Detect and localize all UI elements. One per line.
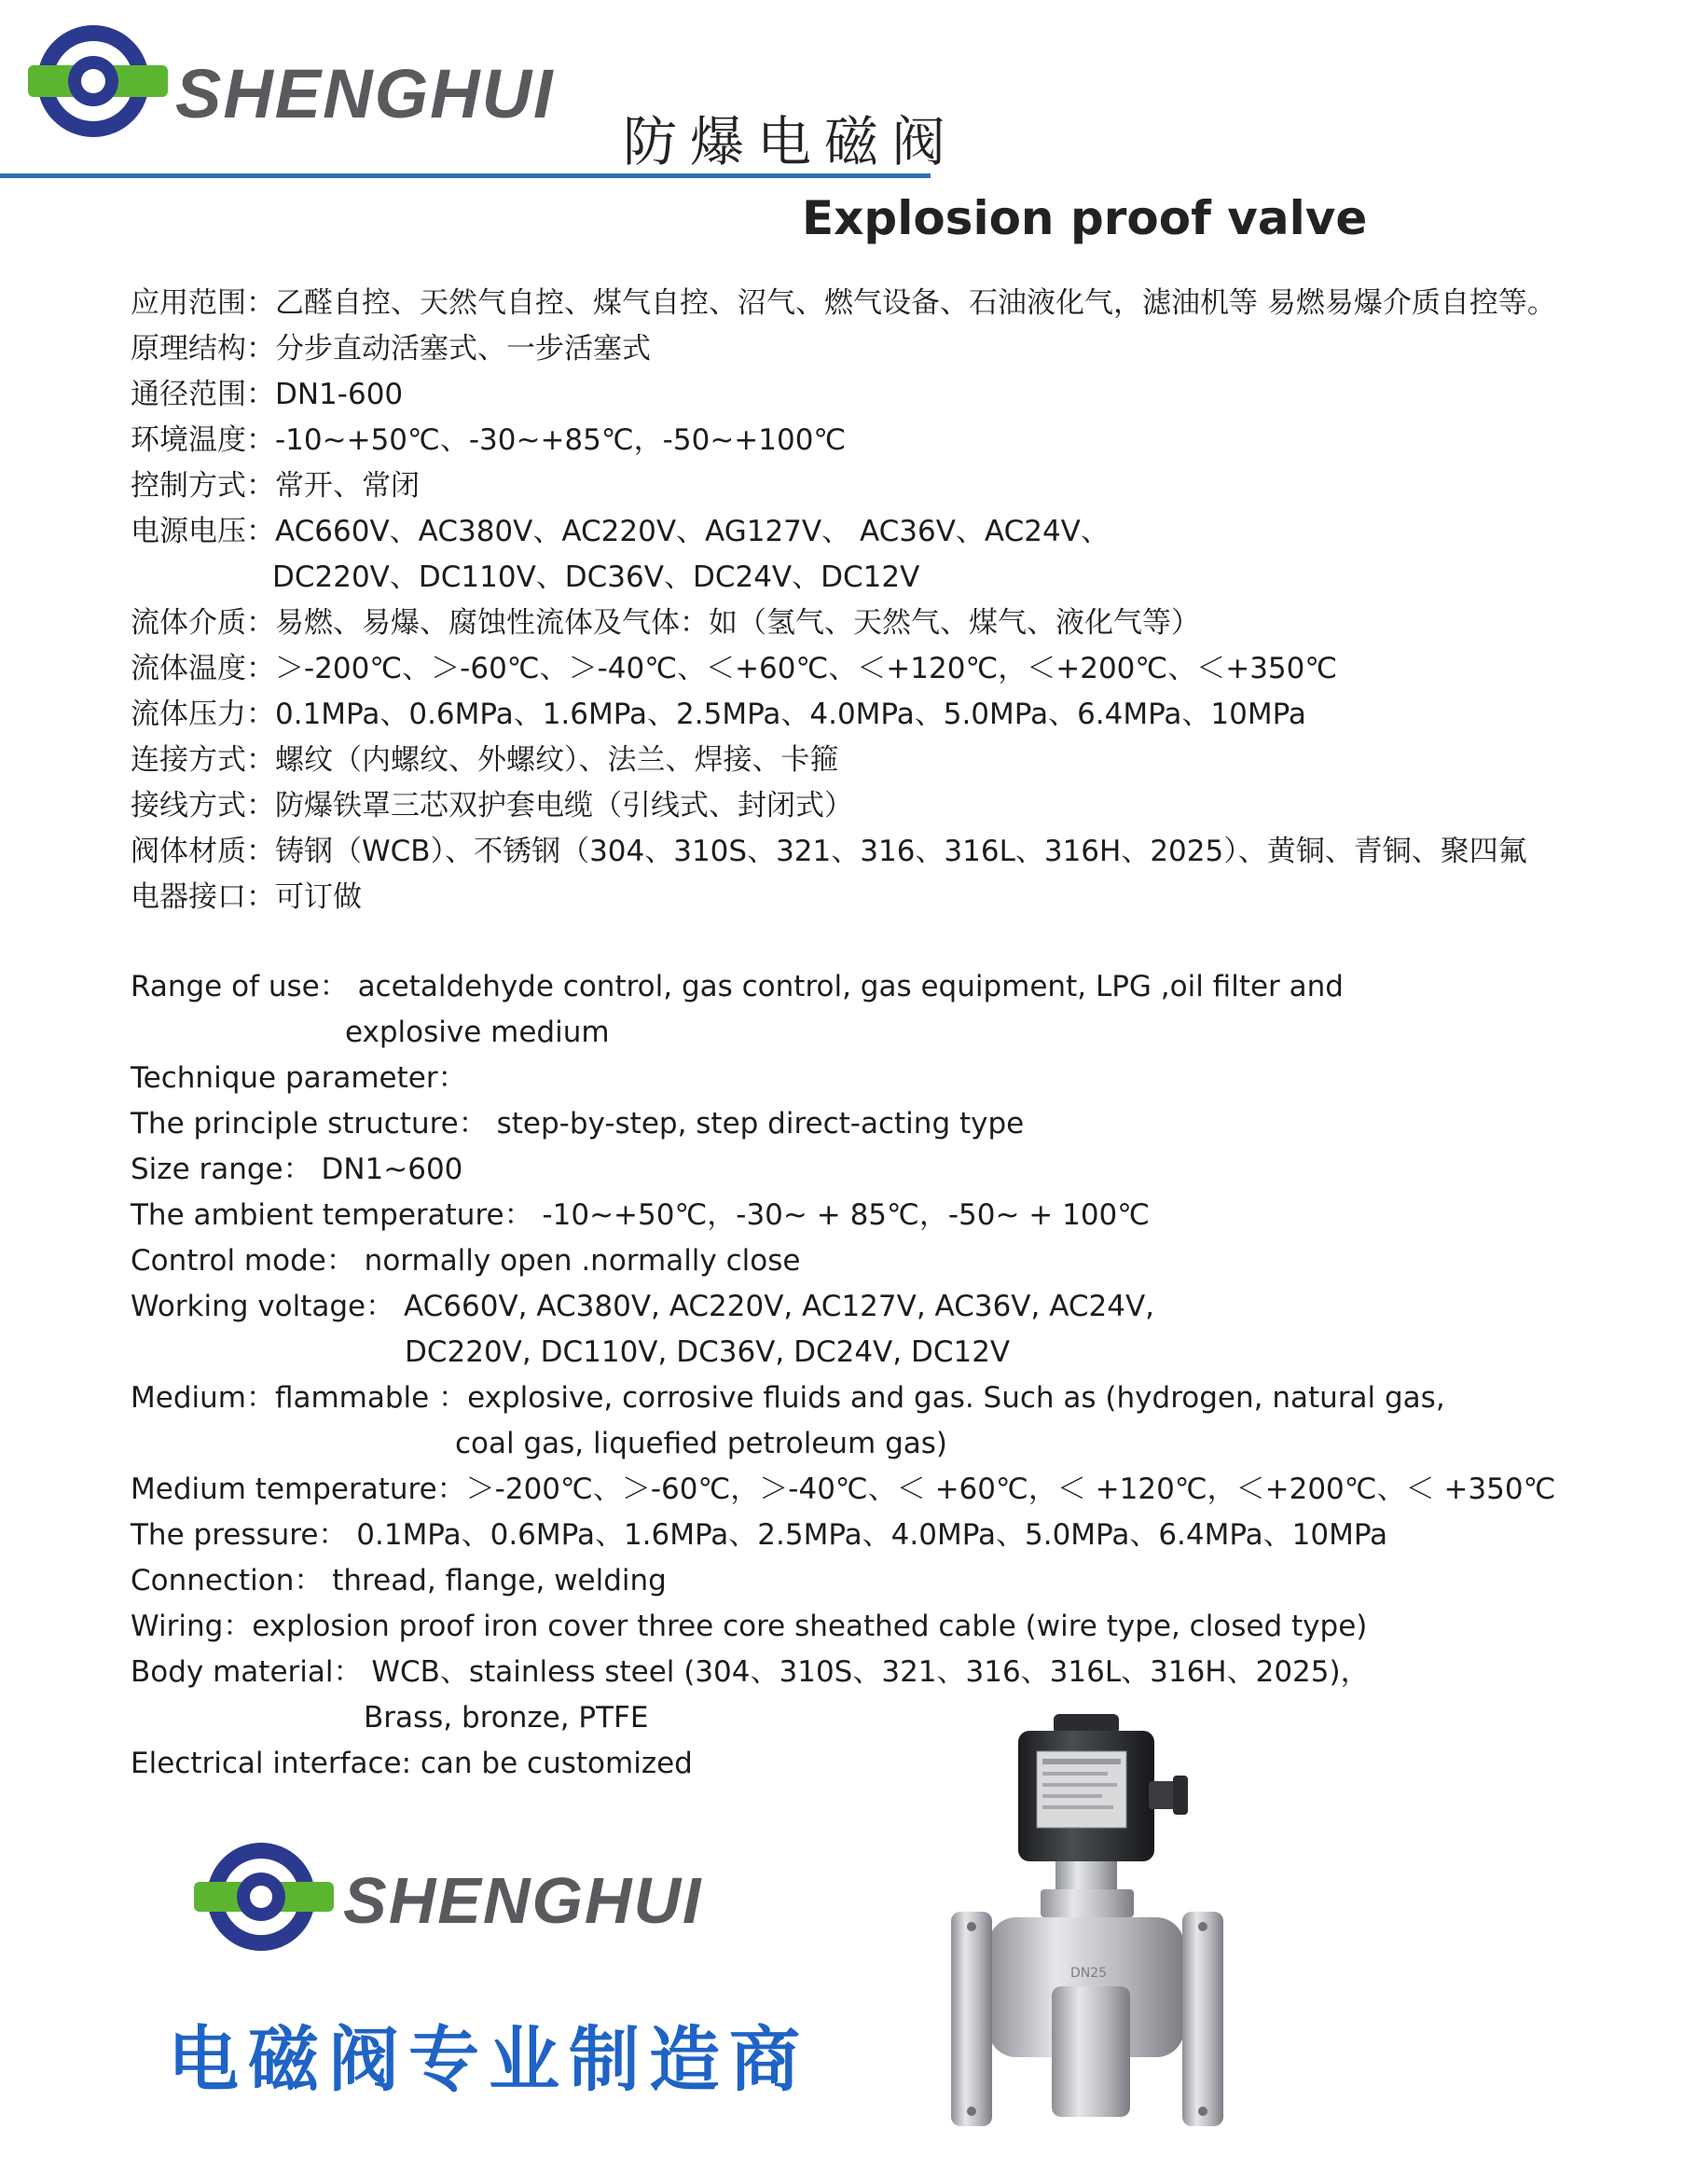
spec-row-en: The principle structure： step-by-step, step direct-acting type xyxy=(131,1107,1025,1140)
spec-row-en-continuation: DC220V, DC110V, DC36V, DC24V, DC12V xyxy=(405,1335,1011,1369)
spec-row-en: Body material： WCB、stainless steel (304、310S、321、316、316L、316H、2025)， xyxy=(131,1655,1370,1689)
spec-row-en: Electrical interface: can be customized xyxy=(131,1747,693,1780)
spec-row-en: Size range： DN1~600 xyxy=(131,1153,463,1186)
spec-row-en-continuation: Brass, bronze, PTFE xyxy=(364,1701,649,1735)
brand-name-bottom: SHENGHUI xyxy=(343,1864,703,1937)
spec-row-cn-continuation: DC220V、DC110V、DC36V、DC24V、DC12V xyxy=(272,560,920,594)
valve-product-image xyxy=(951,1707,1249,2177)
spec-row-cn: 原理结构：分步直动活塞式、一步活塞式 xyxy=(131,332,651,366)
spec-row-en: Control mode： normally open .normally close xyxy=(131,1244,801,1278)
spec-row-cn: 控制方式：常开、常闭 xyxy=(131,469,420,503)
spec-row-cn: 流体介质：易燃、易爆、腐蚀性流体及气体：如（氢气、天然气、煤气、液化气等） xyxy=(131,606,1200,640)
spec-row-en: The pressure： 0.1MPa、0.6MPa、1.6MPa、2.5MPa、4.0MPa、5.0MPa、6.4MPa、10MPa xyxy=(131,1518,1388,1552)
spec-row-en: Medium temperature：＞-200℃、＞-60℃，＞-40℃、＜ +60℃，＜ +120℃，＜+200℃、＜ +350℃ xyxy=(131,1472,1556,1506)
spec-row-en: The ambient temperature： -10~+50℃，-30~ + 85℃，-50~ + 100℃ xyxy=(131,1198,1151,1232)
spec-row-cn: 应用范围：乙醛自控、天然气自控、煤气自控、沼气、燃气设备、石油液化气，滤油机等 易燃易爆介质自控等。 xyxy=(131,286,1556,320)
brand-logo-bottom-icon xyxy=(194,1837,334,1960)
spec-row-cn: 电器接口：可订做 xyxy=(131,880,362,914)
spec-row-cn: 连接方式：螺纹（内螺纹、外螺纹）、法兰、焊接、卡箍 xyxy=(131,743,839,777)
spec-row-cn: 阀体材质：铸钢（WCB）、不锈钢（304、310S、321、316、316L、316H、2025）、黄铜、青铜、聚四氟 xyxy=(131,835,1527,868)
spec-row-cn: 流体压力：0.1MPa、0.6MPa、1.6MPa、2.5MPa、4.0MPa、5.0MPa、6.4MPa、10MPa xyxy=(131,698,1306,731)
spec-row-en-continuation: coal gas, liquefied petroleum gas) xyxy=(455,1427,947,1460)
spec-row-en: Range of use： acetaldehyde control, gas control, gas equipment, LPG ,oil filter and xyxy=(131,970,1344,1003)
spec-row-en-continuation: explosive medium xyxy=(345,1016,610,1049)
spec-row-cn: 电源电压：AC660V、AC380V、AC220V、AG127V、 AC36V、AC24V、 xyxy=(131,515,1110,548)
spec-row-en: Connection： thread, flange, welding xyxy=(131,1564,667,1597)
header-divider xyxy=(0,173,931,178)
spec-row-cn: 通径范围：DN1-600 xyxy=(131,378,404,411)
spec-row-en: Wiring：explosion proof iron cover three core sheathed cable (wire type, closed type) xyxy=(131,1610,1368,1643)
spec-row-en: Technique parameter： xyxy=(131,1061,467,1095)
spec-row-cn: 流体温度：＞-200℃、＞-60℃、＞-40℃、＜+60℃、＜+120℃，＜+200℃、＜+350℃ xyxy=(131,652,1338,685)
spec-row-cn: 接线方式：防爆铁罩三芯双护套电缆（引线式、封闭式） xyxy=(131,789,853,822)
brand-name: SHENGHUI xyxy=(175,55,555,132)
brand-logo-icon xyxy=(28,21,168,145)
page-title-cn: 防爆电磁阀 xyxy=(623,110,959,173)
spec-row-cn: 环境温度：-10~+50℃、-30~+85℃，-50~+100℃ xyxy=(131,423,847,457)
slogan: 电磁阀专业制造商 xyxy=(168,2018,809,2101)
page-title-en: Explosion proof valve xyxy=(802,191,1368,245)
spec-row-en: Medium：flammable ：explosive, corrosive fluids and gas. Such as (hydrogen, natural gas, xyxy=(131,1381,1445,1415)
spec-row-en: Working voltage： AC660V, AC380V, AC220V, AC127V, AC36V, AC24V, xyxy=(131,1290,1155,1323)
valve-size-marking: DN25 xyxy=(1070,1966,1108,1981)
